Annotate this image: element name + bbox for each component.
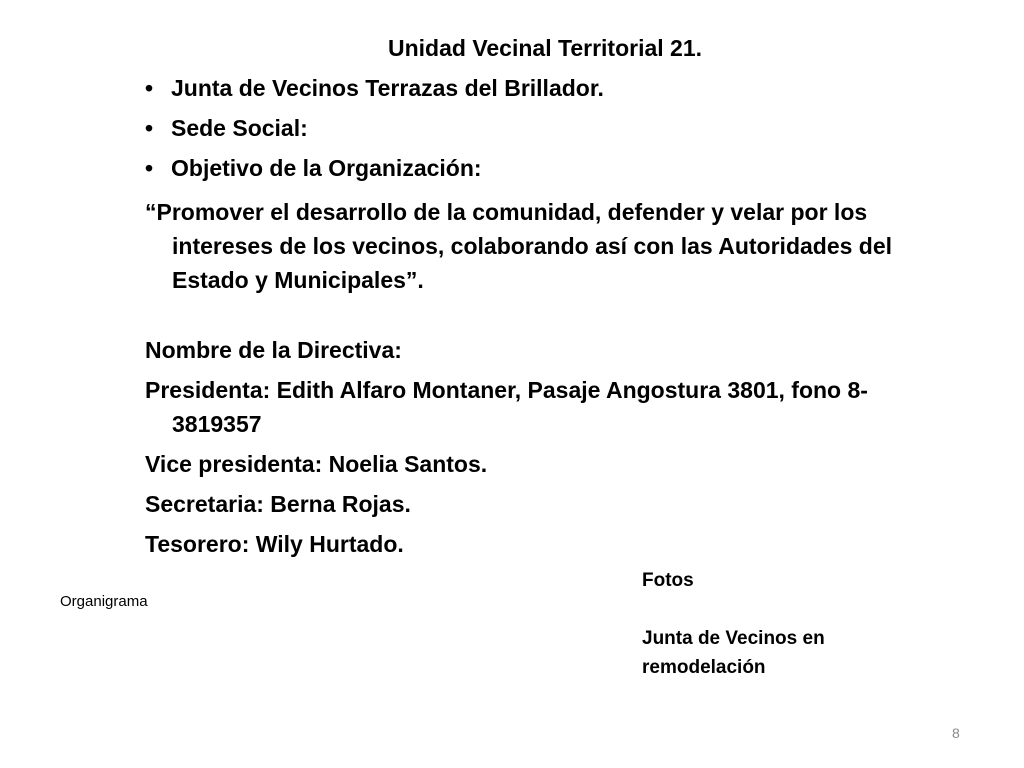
spacer	[642, 595, 902, 624]
bullet-item-objetivo	[145, 153, 945, 193]
bullet-text: Sede Social:	[171, 115, 308, 141]
bullet-text: Objetivo de la Organización:	[171, 155, 482, 181]
bullet-dot-icon: •	[145, 115, 154, 141]
bullet-item-sede	[145, 113, 945, 153]
secretaria-line: Secretaria: Berna Rojas.	[145, 491, 411, 517]
slide-title: Unidad Vecinal Territorial 21.	[387, 35, 702, 61]
spacer	[145, 297, 945, 333]
bullet-list	[145, 73, 945, 193]
objective-text: “Promover el desarrollo de la comunidad, defender y velar por los intereses de los vecinos, colaborando así con las Autoridades del Estado y Municipales”.	[145, 199, 893, 293]
presidenta-line: Presidenta: Edith Alfaro Montaner, Pasaje Angostura 3801, fono 8-3819357	[145, 377, 868, 437]
bullet-text: Junta de Vecinos Terrazas del Brillador.	[171, 75, 604, 101]
bullet-dot-icon: •	[145, 155, 154, 181]
page-number: 8	[952, 725, 960, 741]
photos-box	[642, 566, 902, 682]
bullet-item-junta	[145, 73, 945, 113]
photos-caption: Junta de Vecinos en remodelación	[642, 628, 825, 678]
vice-presidenta-line: Vice presidenta: Noelia Santos.	[145, 451, 488, 477]
bullet-dot-icon: •	[145, 75, 154, 101]
photos-heading: Fotos	[642, 570, 694, 591]
organigrama-label: Organigrama	[60, 593, 148, 610]
slide-body	[145, 73, 945, 561]
directiva-heading: Nombre de la Directiva:	[145, 337, 402, 363]
tesorero-line: Tesorero: Wily Hurtado.	[145, 531, 404, 557]
